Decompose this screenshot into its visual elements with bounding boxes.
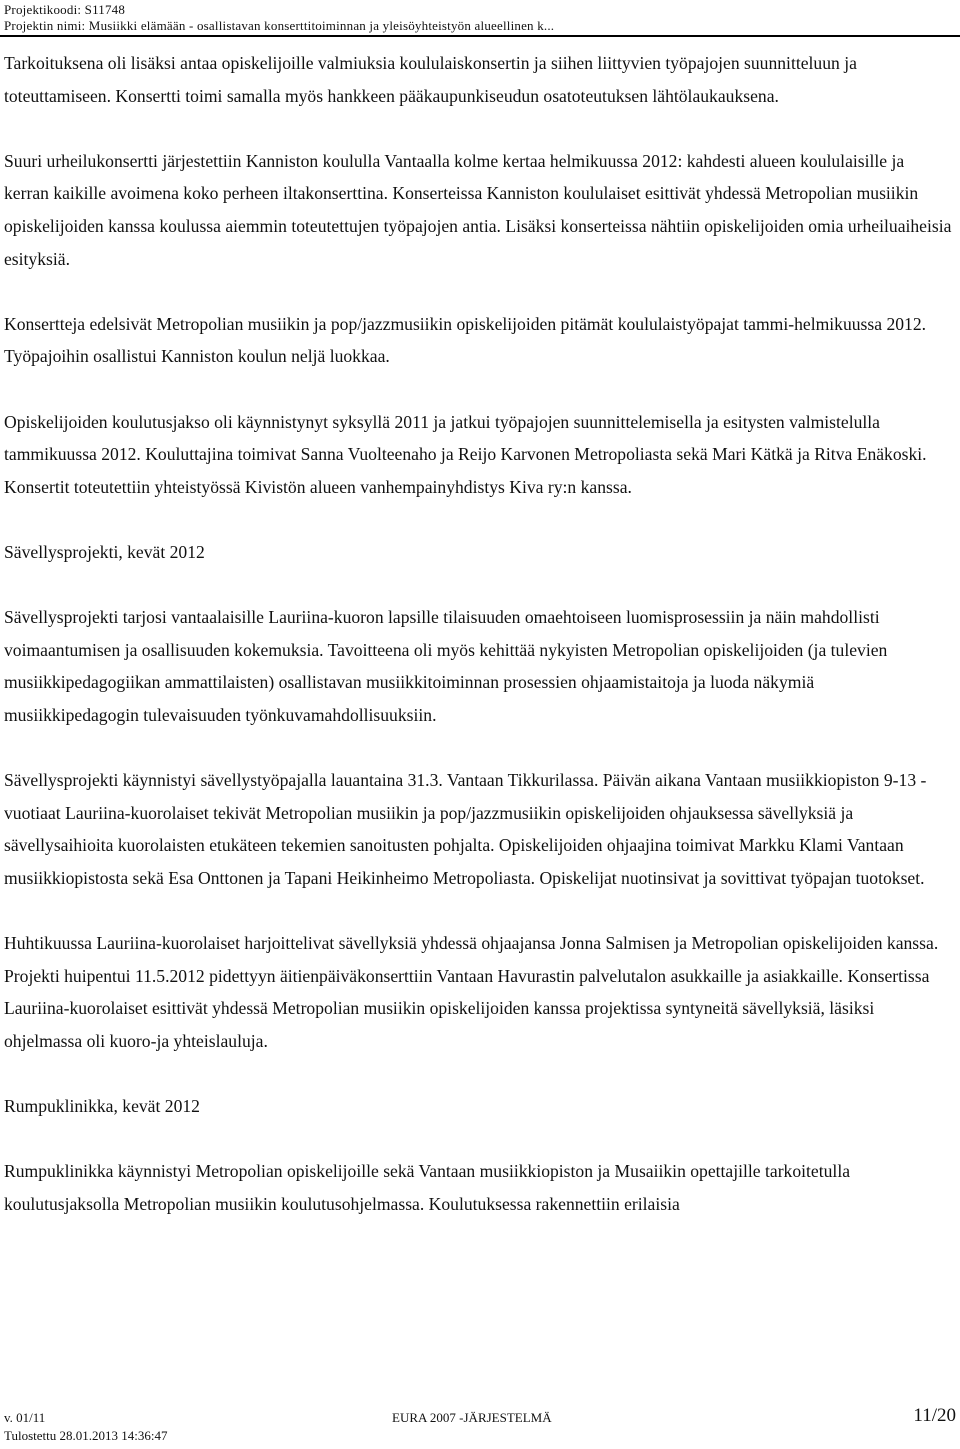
- paragraph: Rumpuklinikka käynnistyi Metropolian opiskelijoille sekä Vantaan musiikkiopiston ja Musaiikin opettajille tarkoitetulla koulutusjaksolla Metropolian musiikin koulutusohjelmassa. Koulutuksessa rakennettiin erilaisia: [4, 1161, 851, 1214]
- document-body: [4, 47, 952, 1253]
- paragraph: Tarkoituksena oli lisäksi antaa opiskelijoille valmiuksia koululaiskonsertin ja siihen liittyvien työpajojen suunnitteluun ja toteuttamiseen. Konsertti toimi samalla myös hankkeen pääkaupunkiseudun osatoteutuksen lähtölaukauksena.: [4, 53, 857, 106]
- system-name: EURA 2007 -JÄRJESTELMÄ: [392, 1410, 552, 1425]
- paragraph: Suuri urheilukonsertti järjestettiin Kanniston koululla Vantaalla kolme kertaa helmikuussa 2012: kahdesti alueen koululaisille ja kerran kaikille avoimena koko perheen iltakonserttina. Konserteissa Kanniston koululaiset esittivät yhdessä Metropolian musiikin opiskelijoiden kanssa koulussa aiemmin toteutettujen työpajojen antia. Lisäksi konserteissa nähtiin opiskelijoiden omia urheiluaiheisia esityksiä.: [4, 150, 952, 269]
- page-footer-left: [4, 1409, 167, 1445]
- section-heading-rumpuklinikka: Rumpuklinikka, kevät 2012: [4, 1096, 200, 1116]
- paragraph: Sävellysprojekti tarjosi vantaalaisille Lauriina-kuoron lapsille tilaisuuden omaehtoiseen luomisprosessiin ja näin mahdollisti voimaantumisen ja osallisuuden kokemuksia. Tavoitteena oli myös kehittää nykyisten Metropolian opiskelijoiden (ja tulevien musiikkipedagogiikan ammattilaisten) osallistavan musiikkitoiminnan prosessien ohjaamistaitoja ja luoda näkymiä musiikkipedagogin tulevaisuuden työnkuvamahdollisuuksiin.: [4, 607, 888, 725]
- project-name: Projektin nimi: Musiikki elämään - osallistavan konserttitoiminnan ja yleisöyhteistyön alueellinen k...: [4, 18, 555, 33]
- paragraph: Huhtikuussa Lauriina-kuorolaiset harjoittelivat sävellyksiä yhdessä ohjaajansa Jonna Salmisen ja Metropolian opiskelijoiden kanssa. Projekti huipentui 11.5.2012 pidettyyn äitienpäiväkonserttiin Vantaan Havurastin palvelutalon asukkaille ja asiakkaille. Konsertissa Lauriina-kuorolaiset esittivät yhdessä Metropolian musiikin opiskelijoiden kanssa projektissa syntyneitä sävellyksiä, läsiksi ohjelmassa oli kuoro-ja yhteislauluja.: [4, 933, 939, 1051]
- version-label: v. 01/11: [4, 1410, 46, 1425]
- paragraph: Opiskelijoiden koulutusjakso oli käynnistynyt syksyllä 2011 ja jatkui työpajojen suunnittelemisella ja esitysten valmistelulla tammikuussa 2012. Kouluttajina toimivat Sanna Vuolteenaho ja Reijo Karvonen Metropoliasta sekä Mari Kätkä ja Ritva Enäkoski. Konsertit toteutettiin yhteistyössä Kivistön alueen vanhempainyhdistys Kiva ry:n kanssa.: [4, 411, 927, 497]
- paragraph: Konsertteja edelsivät Metropolian musiikin ja pop/jazzmusiikin opiskelijoiden pitämät koululaistyöpajat tammi-helmikuussa 2012. Työpajoihin osallistui Kanniston koulun neljä luokkaa.: [4, 313, 927, 367]
- project-code: Projektikoodi: S11748: [4, 2, 126, 17]
- header-divider: [0, 35, 960, 37]
- paragraph: Sävellysprojekti käynnistyi sävellystyöpajalla lauantaina 31.3. Vantaan Tikkurilassa. Päivän aikana Vantaan musiikkiopiston 9-13 -vuotiaat Lauriina-kuorolaiset tekivät Metropolian musiikin ja pop/jazzmusiikin opiskelijoiden ohjauksessa sävellyksiä ja sävellysaihioita kuorolaisten etukäteen tekemien sanoitusten pohjalta. Opiskelijoiden ohjaajina toimivat Markku Klami Vantaan musiikkiopistosta sekä Esa Onttonen ja Tapani Heikinheimo Metropoliasta. Opiskelijat nuotinsivat ja sovittivat työpajan tuotokset.: [4, 770, 927, 888]
- page-number: 11/20: [913, 1405, 956, 1426]
- section-heading-savellysprojekti: Sävellysprojekti, kevät 2012: [4, 541, 205, 562]
- page-header: [4, 2, 554, 34]
- printed-timestamp: Tulostettu 28.01.2013 14:36:47: [4, 1428, 168, 1443]
